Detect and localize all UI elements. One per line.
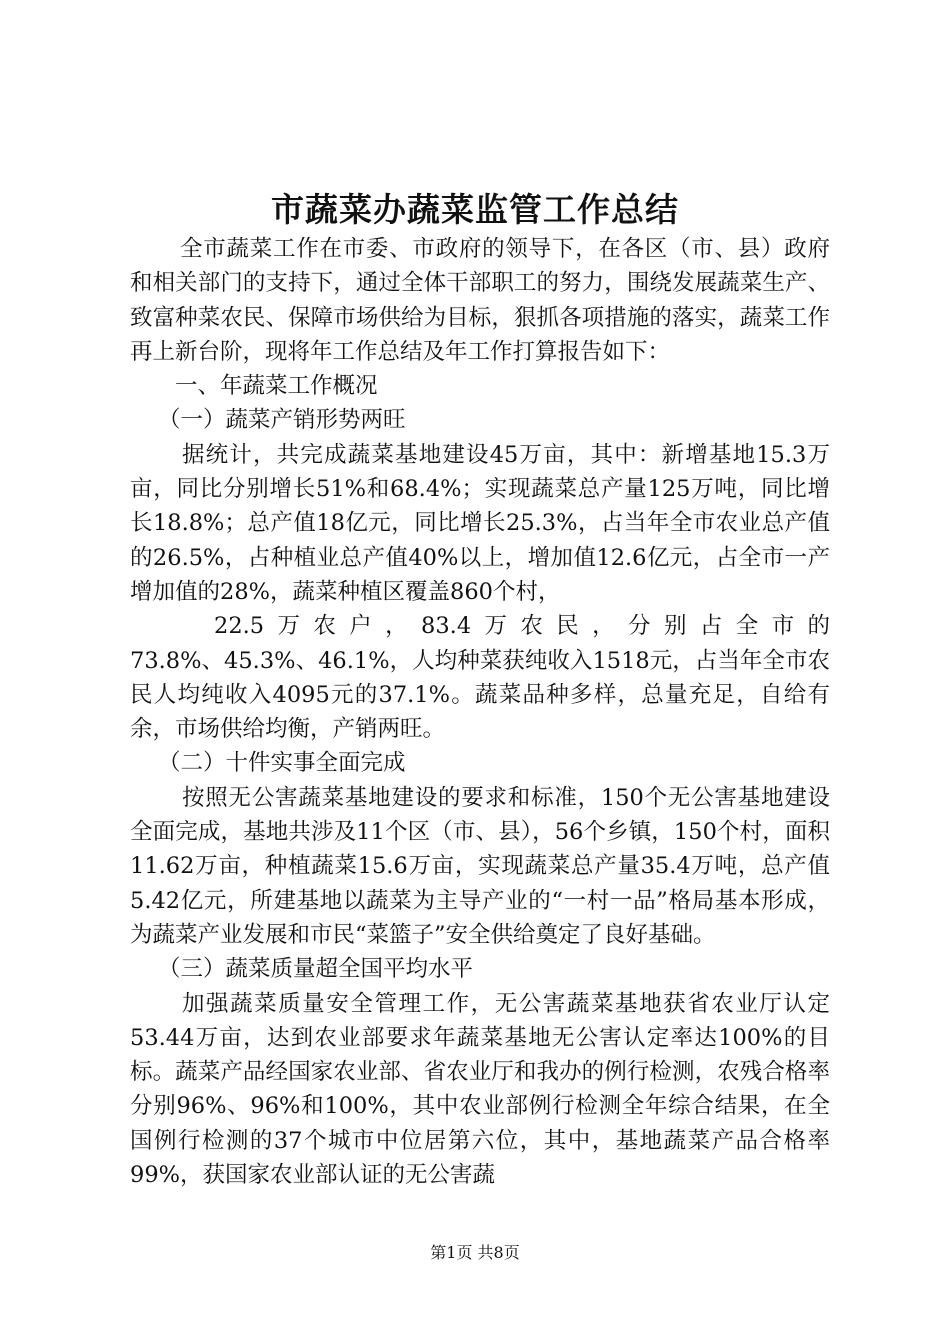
body-paragraph: 按照无公害蔬菜基地建设的要求和标准，150个无公害基地建设全面完成，基地共涉及11个区（市、县），56个乡镇，150个村，面积11.62万亩，种植蔬菜15.6万亩，实现蔬菜总产量35.4万吨，总产值5.42亿元，所建基地以蔬菜为主导产业的“一村一品”格局基本形成，为蔬菜产业发展和市民“菜篮子”安全供给奠定了良好基础。 [130, 784, 830, 948]
document-title: 市蔬菜办蔬菜监管工作总结 [271, 190, 679, 229]
body-paragraph: 73.8%、45.3%、46.1%，人均种菜获纯收入1518元，占当年全市农民人均纯收入4095元的37.1%。蔬菜品种多样，总量充足，自给有余，市场供给均衡，产销两旺。 [130, 647, 830, 743]
intro-paragraph: 全市蔬菜工作在市委、市政府的领导下，在各区（市、县）政府和相关部门的支持下，通过全体干部职工的努力，围绕发展蔬菜生产、致富种菜农民、保障市场供给为目标，狠抓各项措施的落实，蔬菜工作再上新台阶，现将年工作总结及年工作打算报告如下： [130, 236, 830, 365]
subsection-heading: （二）十件实事全面完成 [158, 750, 406, 777]
document-body [130, 232, 830, 1192]
body-paragraph: 加强蔬菜质量安全管理工作，无公害蔬菜基地获省农业厅认定53.44万亩，达到农业部要求年蔬菜基地无公害认定率达100%的目标。蔬菜产品经国家农业部、省农业厅和我办的例行检测，农残合格率分别96%、96%和100%，其中农业部例行检测全年综合结果，在全国例行检测的37个城市中位居第六位，其中，基地蔬菜产品合格率99%，获国家农业部认证的无公害蔬 [130, 990, 830, 1189]
body-paragraph: 据统计，共完成蔬菜基地建设45万亩，其中：新增基地15.3万亩，同比分别增长51%和68.4%；实现蔬菜总产量125万吨，同比增长18.8%；总产值18亿元，同比增长25.3%，占当年全市农业总产值的26.5%，占种植业总产值40%以上，增加值12.6亿元，占全市一产增加值的28%，蔬菜种植区覆盖860个村， [130, 441, 830, 605]
section-heading: 一、年蔬菜工作概况 [175, 373, 378, 400]
body-paragraph-line: 22.5万农户，83.4万农民，分别占全市的 [214, 613, 830, 640]
page-footer: 第1页 共8页 [430, 1243, 520, 1262]
subsection-heading: （三）蔬菜质量超全国平均水平 [158, 956, 474, 983]
subsection-heading: （一）蔬菜产销形势两旺 [158, 407, 406, 434]
